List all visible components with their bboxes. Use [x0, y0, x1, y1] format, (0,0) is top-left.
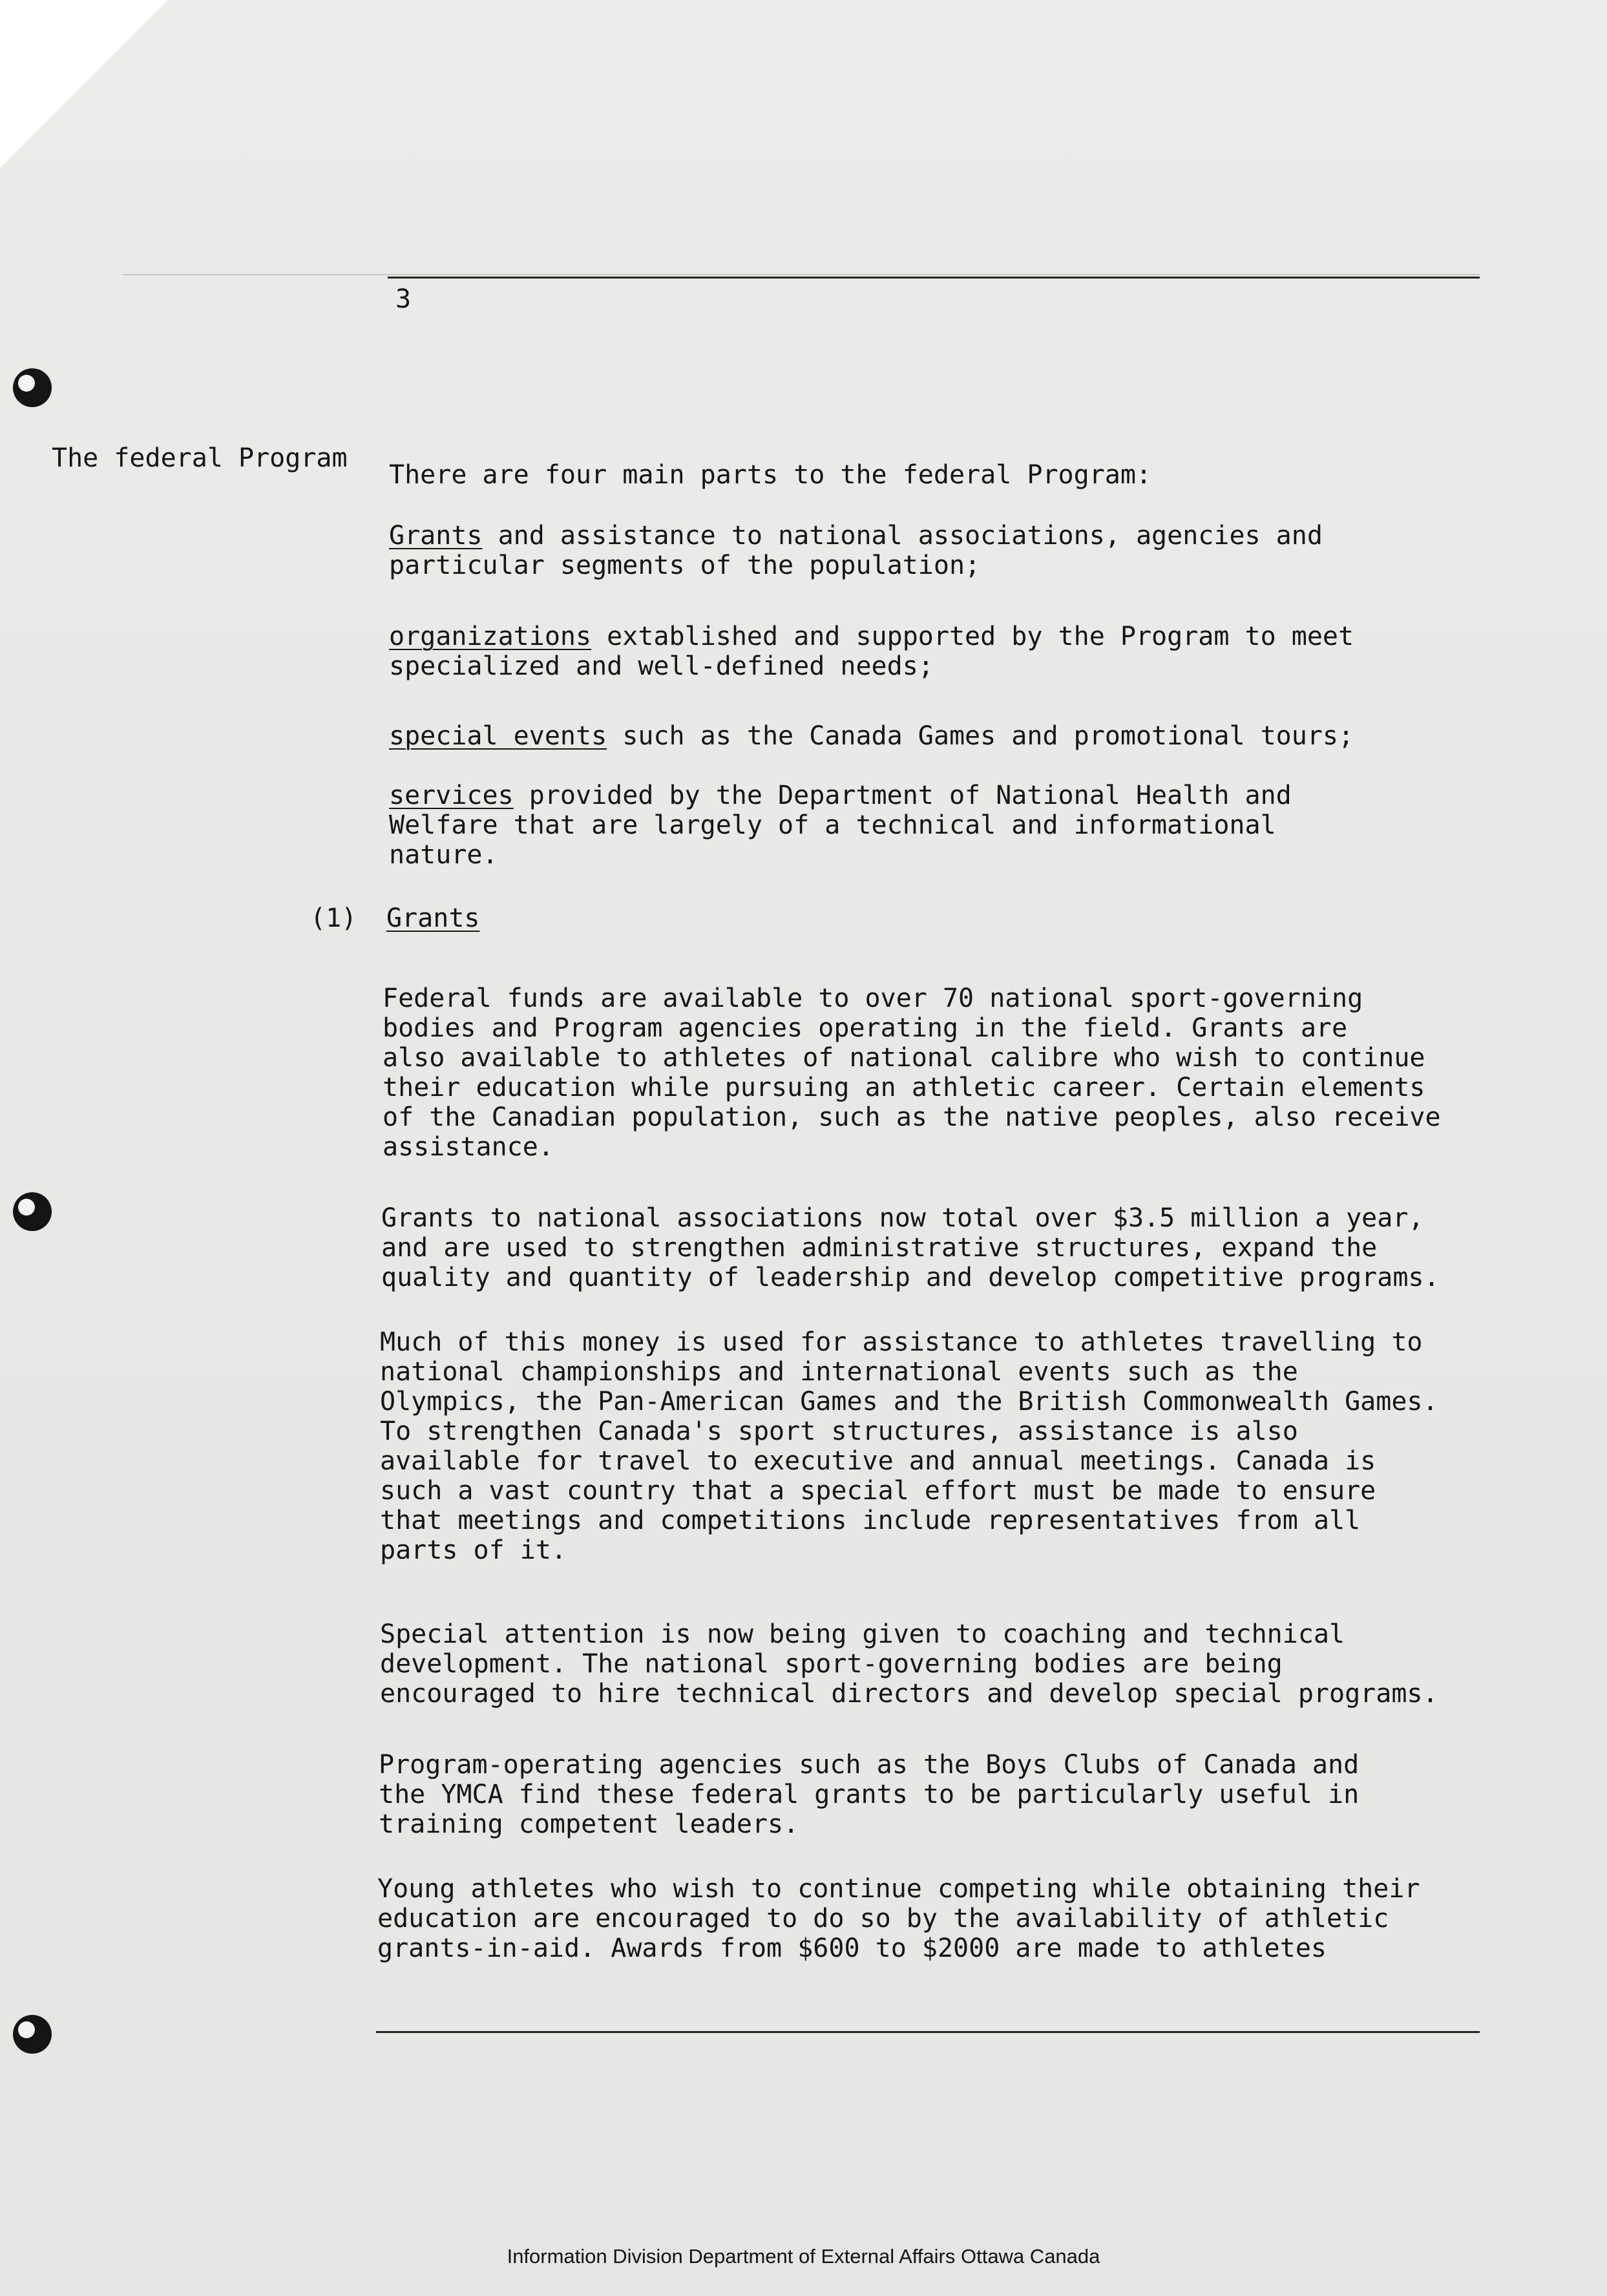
- punch-hole-middle: [13, 1192, 52, 1231]
- paragraph-4: Special attention is now being given to coaching and technical development. The national sport-governing bodies are being encouraged to hire technical directors and develop special programs.: [380, 1619, 1438, 1709]
- paragraph-3: Much of this money is used for assistance to athletes travelling to national championships and international events such as the Olympics, the Pan-American Games and the British Commonwealth Games. To strengthen Canada's sport structures, assistance is also available for travel to executive and annual meetings. Canada is such a vast country that a special effort must be made to ensure that meetings and competitions include representatives from all parts of it.: [380, 1327, 1438, 1565]
- punch-hole-bottom: [13, 2015, 52, 2054]
- term-services: services: [389, 781, 514, 810]
- folded-corner: [0, 0, 168, 168]
- bleed-through-rule: [123, 274, 1480, 275]
- section-title: Grants: [386, 903, 480, 933]
- section-number: (1): [310, 903, 357, 933]
- list-item-organizations: organizations extablished and supported by the Program to meet specialized and well-defined needs;: [389, 622, 1354, 681]
- paragraph-1: Federal funds are available to over 70 national sport-governing bodies and Program agencies operating in the field. Grants are also available to athletes of national calibre who wish to continue their education while pursuing an athletic career. Certain elements of the Canadian population, such as the native peoples, also receive assistance.: [383, 984, 1441, 1162]
- paragraph-5: Program-operating agencies such as the Boys Clubs of Canada and the YMCA find these federal grants to be particularly useful in training competent leaders.: [379, 1750, 1360, 1839]
- punch-hole-top: [13, 368, 52, 407]
- paragraph-6: Young athletes who wish to continue competing while obtaining their education are encouraged to do so by the availability of athletic grants-in-aid. Awards from $600 to $2000 are made to athletes: [377, 1874, 1420, 1963]
- list-item-special-events: special events such as the Canada Games and promotional tours;: [389, 721, 1354, 751]
- page-number: 3: [395, 284, 412, 314]
- term-special-events: special events: [389, 721, 607, 751]
- intro-line: There are four main parts to the federal Program:: [389, 460, 1152, 490]
- term-organizations: organizations: [389, 622, 592, 651]
- footer-text: Information Division Department of External Affairs Ottawa Canada: [507, 2245, 1100, 2268]
- side-heading: The federal Program: [52, 443, 348, 473]
- term-grants: Grants: [389, 521, 483, 551]
- footer-rule: [376, 2031, 1480, 2033]
- paragraph-2: Grants to national associations now total over $3.5 million a year, and are used to strengthen administrative structures, expand the quality and quantity of leadership and develop competitive programs.: [381, 1203, 1440, 1292]
- list-item-grants: Grants and assistance to national associations, agencies and particular segments of the population;: [389, 521, 1323, 580]
- header-rule: [388, 277, 1480, 279]
- list-item-services: services provided by the Department of National Health and Welfare that are largely of a technical and informational nature.: [389, 781, 1292, 870]
